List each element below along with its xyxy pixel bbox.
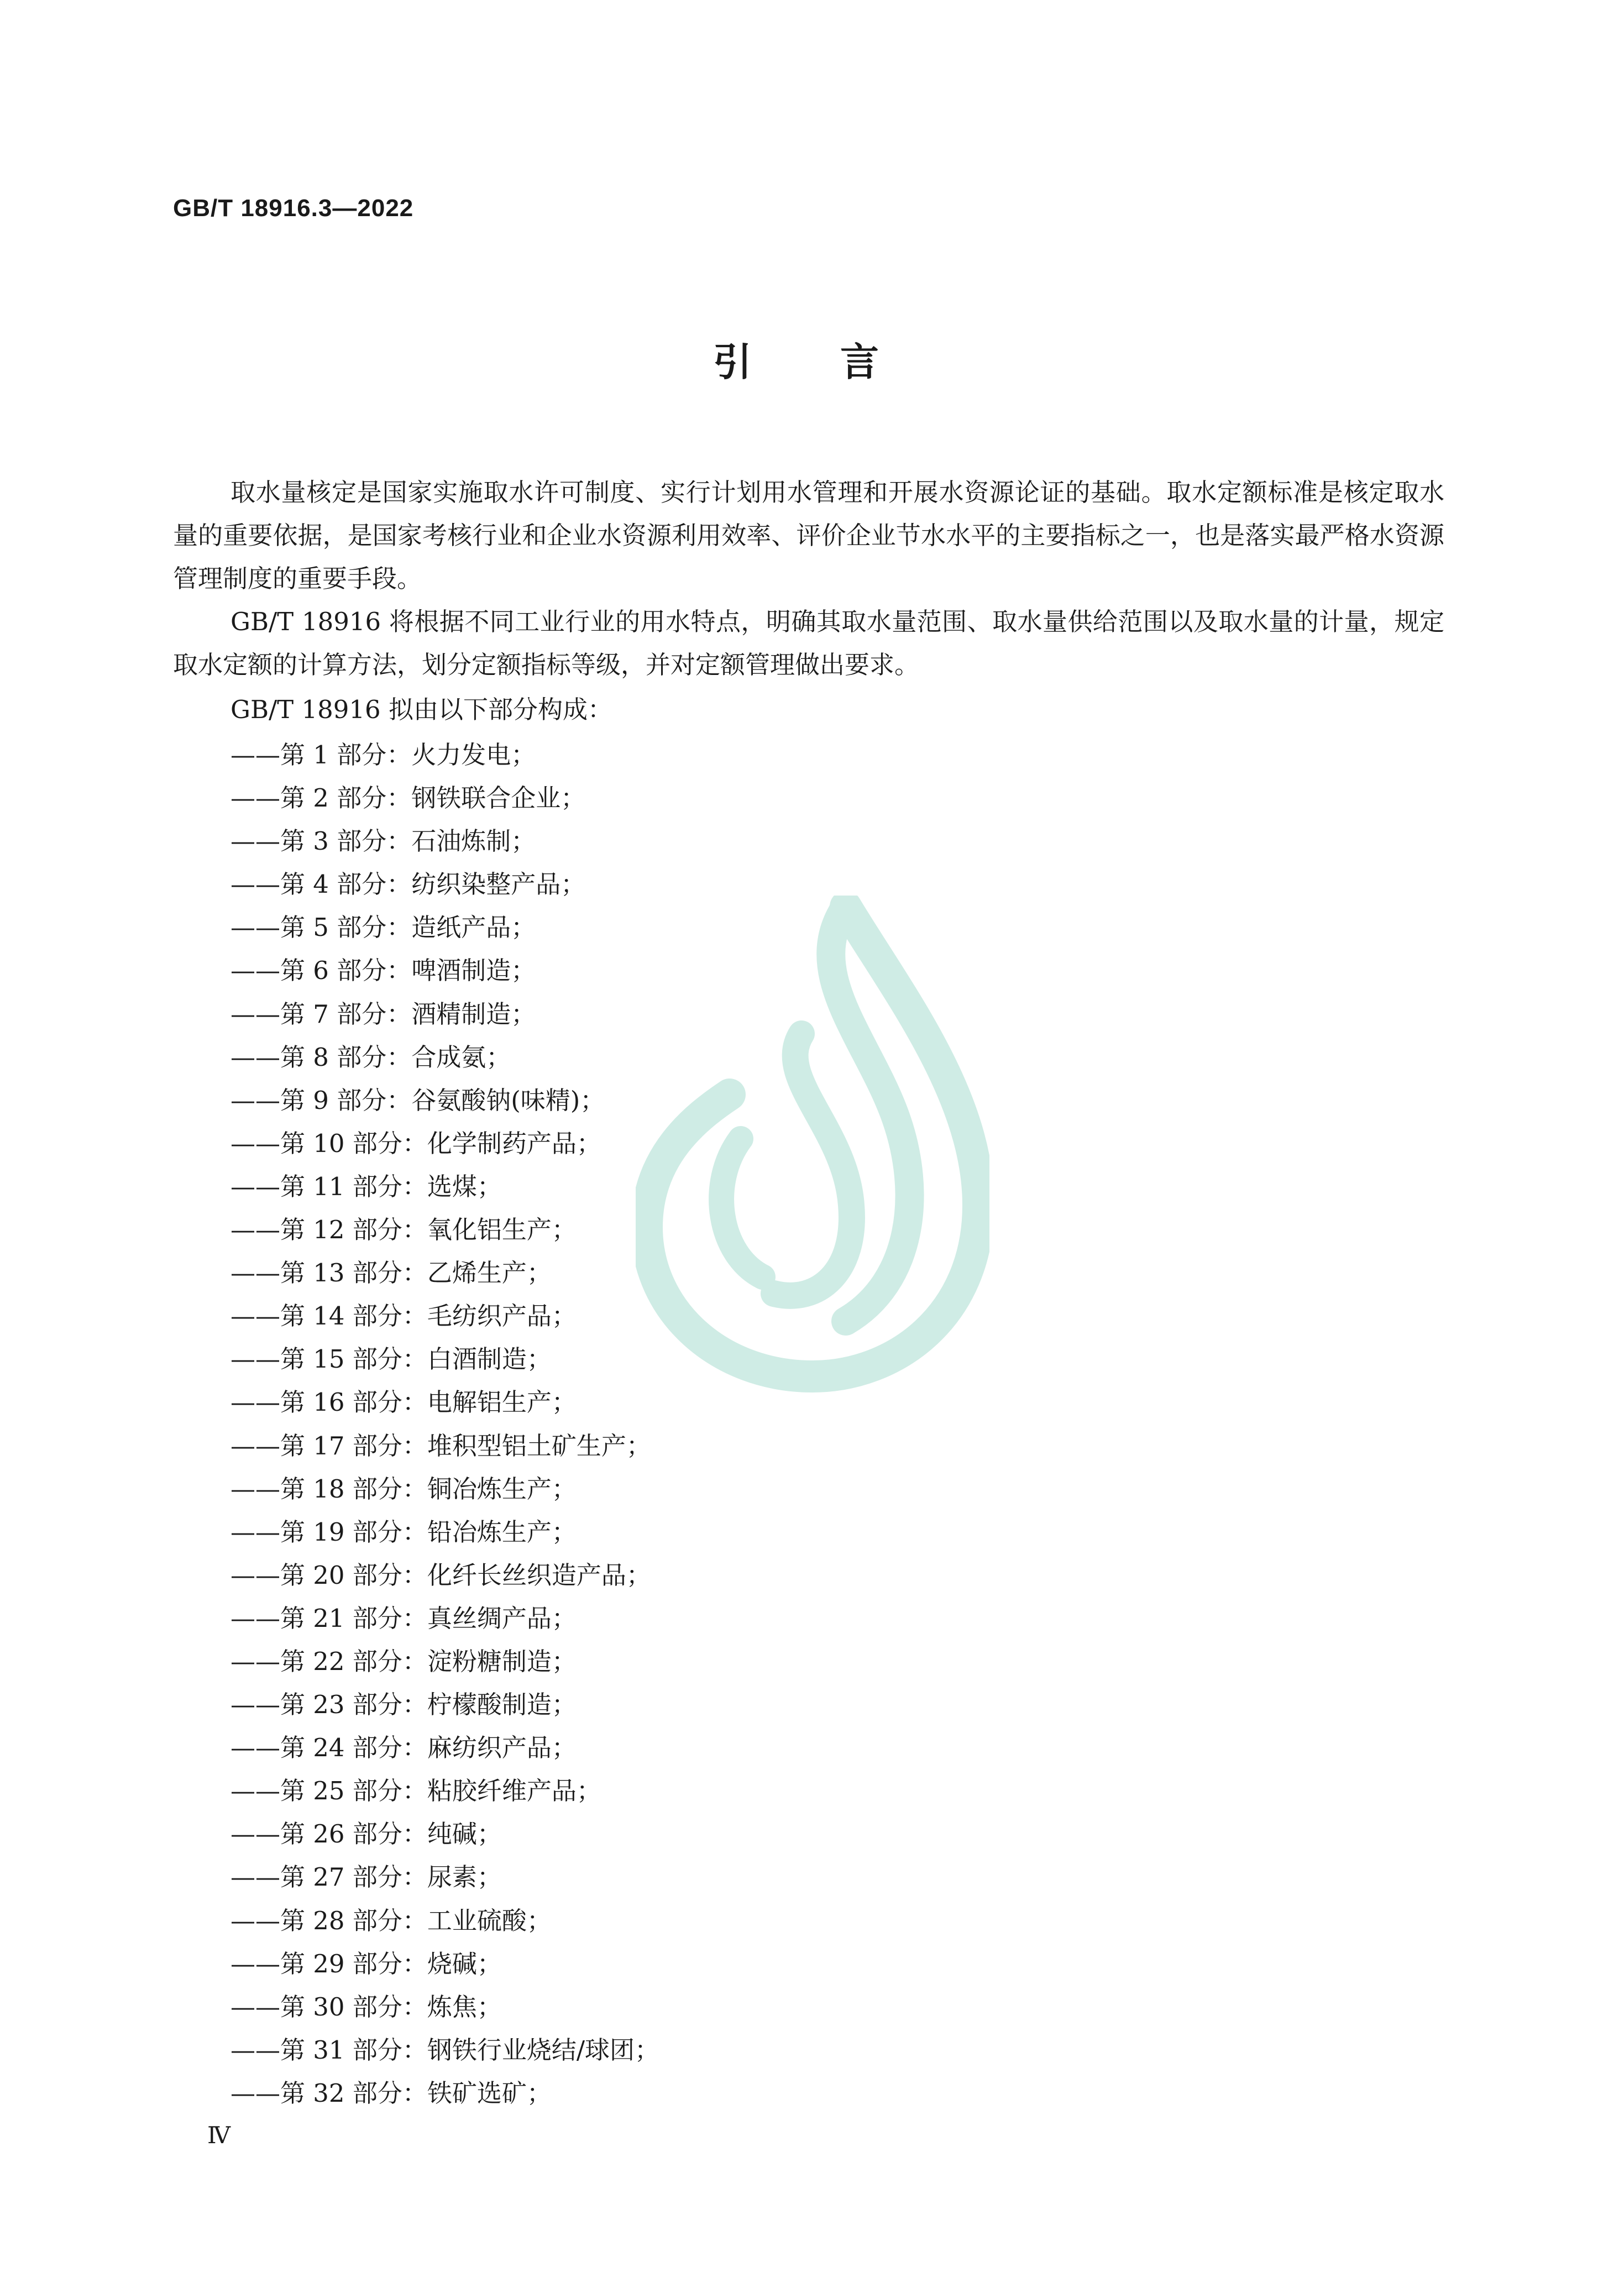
parts-list	[230, 734, 659, 2115]
list-item: ——第 8 部分：合成氨；	[230, 1042, 511, 1072]
list-item: ——第 11 部分：选煤；	[230, 1171, 502, 1201]
list-item: ——第 16 部分：电解铝生产；	[230, 1388, 577, 1417]
intro-paragraph-1	[173, 471, 1444, 600]
list-item: ——第 19 部分：铅冶炼生产；	[230, 1517, 577, 1547]
paragraph-text: 取水量核定是国家实施取水许可制度、实行计划用水管理和开展水资源论证的基础。取水定额标准是核定取水量的重要依据，是国家考核行业和企业水资源利用效率、评价企业节水水平的主要指标之一，也是落实最严格水资源管理制度的重要手段。	[173, 478, 1444, 593]
intro-paragraph-3	[173, 688, 1444, 731]
list-item: ——第 17 部分：堆积型铝土矿生产；	[230, 1431, 651, 1460]
page-number: Ⅳ	[207, 2122, 230, 2149]
list-item: ——第 32 部分：铁矿选矿；	[230, 2078, 552, 2108]
standard-code: GB/T 18916.3—2022	[173, 195, 414, 222]
list-item: ——第 4 部分：纺织染整产品；	[230, 870, 586, 899]
list-item: ——第 21 部分：真丝绸产品；	[230, 1603, 577, 1633]
list-item: ——第 24 部分：麻纺织产品；	[230, 1733, 577, 1763]
list-item: ——第 29 部分：烧碱；	[230, 1949, 502, 1978]
list-item: ——第 12 部分：氧化铝生产；	[230, 1215, 577, 1245]
list-item: ——第 27 部分：尿素；	[230, 1862, 502, 1892]
list-item: ——第 26 部分：纯碱；	[230, 1819, 502, 1849]
list-item: ——第 18 部分：铜冶炼生产；	[230, 1474, 577, 1504]
list-item: ——第 1 部分：火力发电；	[230, 740, 536, 769]
paragraph-text: GB/T 18916 拟由以下部分构成：	[230, 695, 612, 724]
list-item: ——第 2 部分：钢铁联合企业；	[230, 783, 586, 813]
list-item: ——第 25 部分：粘胶纤维产品；	[230, 1776, 601, 1806]
list-item: ——第 6 部分：啤酒制造；	[230, 956, 536, 986]
water-drop-logo-icon	[636, 896, 989, 1393]
list-item: ——第 5 部分：造纸产品；	[230, 913, 536, 943]
list-item: ——第 10 部分：化学制药产品；	[230, 1128, 601, 1158]
list-item: ——第 31 部分：钢铁行业烧结/球团；	[230, 2035, 660, 2065]
intro-paragraph-2	[173, 600, 1444, 687]
list-item: ——第 14 部分：毛纺织产品；	[230, 1301, 577, 1331]
list-item: ——第 22 部分：淀粉糖制造；	[230, 1646, 577, 1676]
list-item: ——第 28 部分：工业硫酸；	[230, 1905, 552, 1935]
list-item: ——第 15 部分：白酒制造；	[230, 1344, 552, 1374]
list-item: ——第 9 部分：谷氨酸钠(味精)；	[230, 1085, 605, 1115]
list-item: ——第 3 部分：石油炼制；	[230, 826, 536, 856]
page-title: 引言	[713, 339, 967, 385]
list-item: ——第 23 部分：柠檬酸制造；	[230, 1690, 577, 1720]
list-item: ——第 7 部分：酒精制造；	[230, 999, 536, 1029]
list-item: ——第 13 部分：乙烯生产；	[230, 1258, 552, 1288]
list-item: ——第 30 部分：炼焦；	[230, 1992, 502, 2022]
list-item: ——第 20 部分：化纤长丝织造产品；	[230, 1560, 651, 1590]
paragraph-text: GB/T 18916 将根据不同工业行业的用水特点，明确其取水量范围、取水量供给范围以及取水量的计量，规定取水定额的计算方法，划分定额指标等级，并对定额管理做出要求。	[173, 607, 1444, 679]
